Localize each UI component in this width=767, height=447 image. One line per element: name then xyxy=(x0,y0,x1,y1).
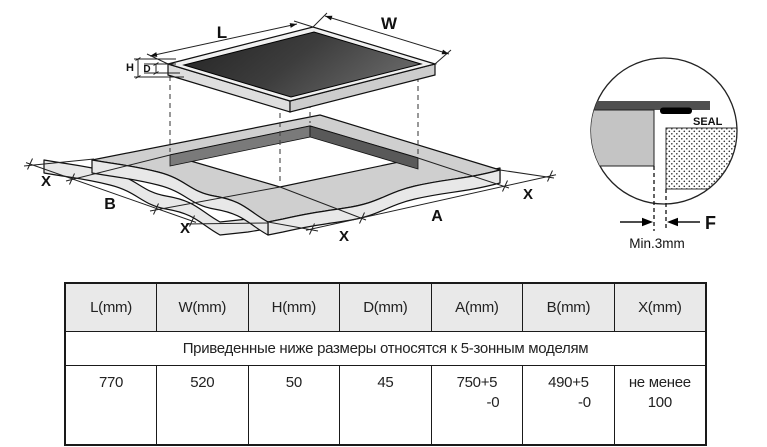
value-a: 750+5 xyxy=(456,374,498,391)
table-values-row xyxy=(65,366,706,446)
value-cell-h xyxy=(248,366,340,446)
value-cell-a xyxy=(431,366,523,446)
value-h: 50 xyxy=(285,374,302,391)
note-cell: Приведенные ниже размеры относятся к 5-зонным моделям xyxy=(65,332,706,366)
header-cell-w: W(mm) xyxy=(157,283,249,332)
header-cell-b: B(mm) xyxy=(523,283,615,332)
header-cell-h: H(mm) xyxy=(248,283,340,332)
dim-label-w: W xyxy=(380,14,398,33)
value-b-tolerance: -0 xyxy=(578,394,591,412)
seal-bar xyxy=(660,108,692,115)
dim-label-x-front-left: X xyxy=(179,220,191,237)
detail-cabinet-block xyxy=(666,128,742,189)
value-x: не менее xyxy=(628,374,691,391)
value-cell-l xyxy=(65,366,157,446)
value-b: 490+5 xyxy=(548,374,589,391)
value-l: 770 xyxy=(98,374,124,391)
header-cell-x: X(mm) xyxy=(614,283,706,332)
gap-arrow-left xyxy=(642,218,653,226)
dimensions-table xyxy=(64,282,707,446)
value-d-line2 xyxy=(341,393,430,394)
header-cell-l: L(mm) xyxy=(65,283,157,332)
value-x-line2: 100 xyxy=(647,394,672,412)
dim-label-a: A xyxy=(431,208,443,225)
dim-label-x-back-right: X xyxy=(522,186,534,203)
header-cell-a: A(mm) xyxy=(431,283,523,332)
dim-label-d: D xyxy=(143,64,151,75)
value-l-line2 xyxy=(67,393,155,394)
table-note-row xyxy=(65,332,706,366)
dim-label-x-back-left: X xyxy=(40,173,52,190)
header-cell-d: D(mm) xyxy=(340,283,432,332)
table-header-row xyxy=(65,283,706,332)
gap-min-label: Min.3mm xyxy=(629,236,685,251)
gap-f-label: F xyxy=(705,213,716,233)
value-h-line2 xyxy=(250,393,339,394)
seal-label: SEAL xyxy=(693,116,723,128)
value-cell-w xyxy=(157,366,249,446)
cooktop xyxy=(168,27,435,112)
detail-worktop-block xyxy=(583,110,654,166)
dim-label-x-front-bottom: X xyxy=(338,228,350,245)
dim-label-h: H xyxy=(126,62,134,74)
dim-label-l: L xyxy=(216,23,228,42)
value-w: 520 xyxy=(190,374,215,391)
installation-diagram xyxy=(0,0,590,270)
value-cell-d xyxy=(340,366,432,446)
value-a-tolerance: -0 xyxy=(486,394,500,412)
value-w-line2 xyxy=(158,393,247,394)
seal-detail-diagram xyxy=(553,35,767,270)
value-d: 45 xyxy=(377,374,394,391)
dim-label-b: B xyxy=(104,196,116,213)
gap-arrow-right xyxy=(667,218,678,226)
